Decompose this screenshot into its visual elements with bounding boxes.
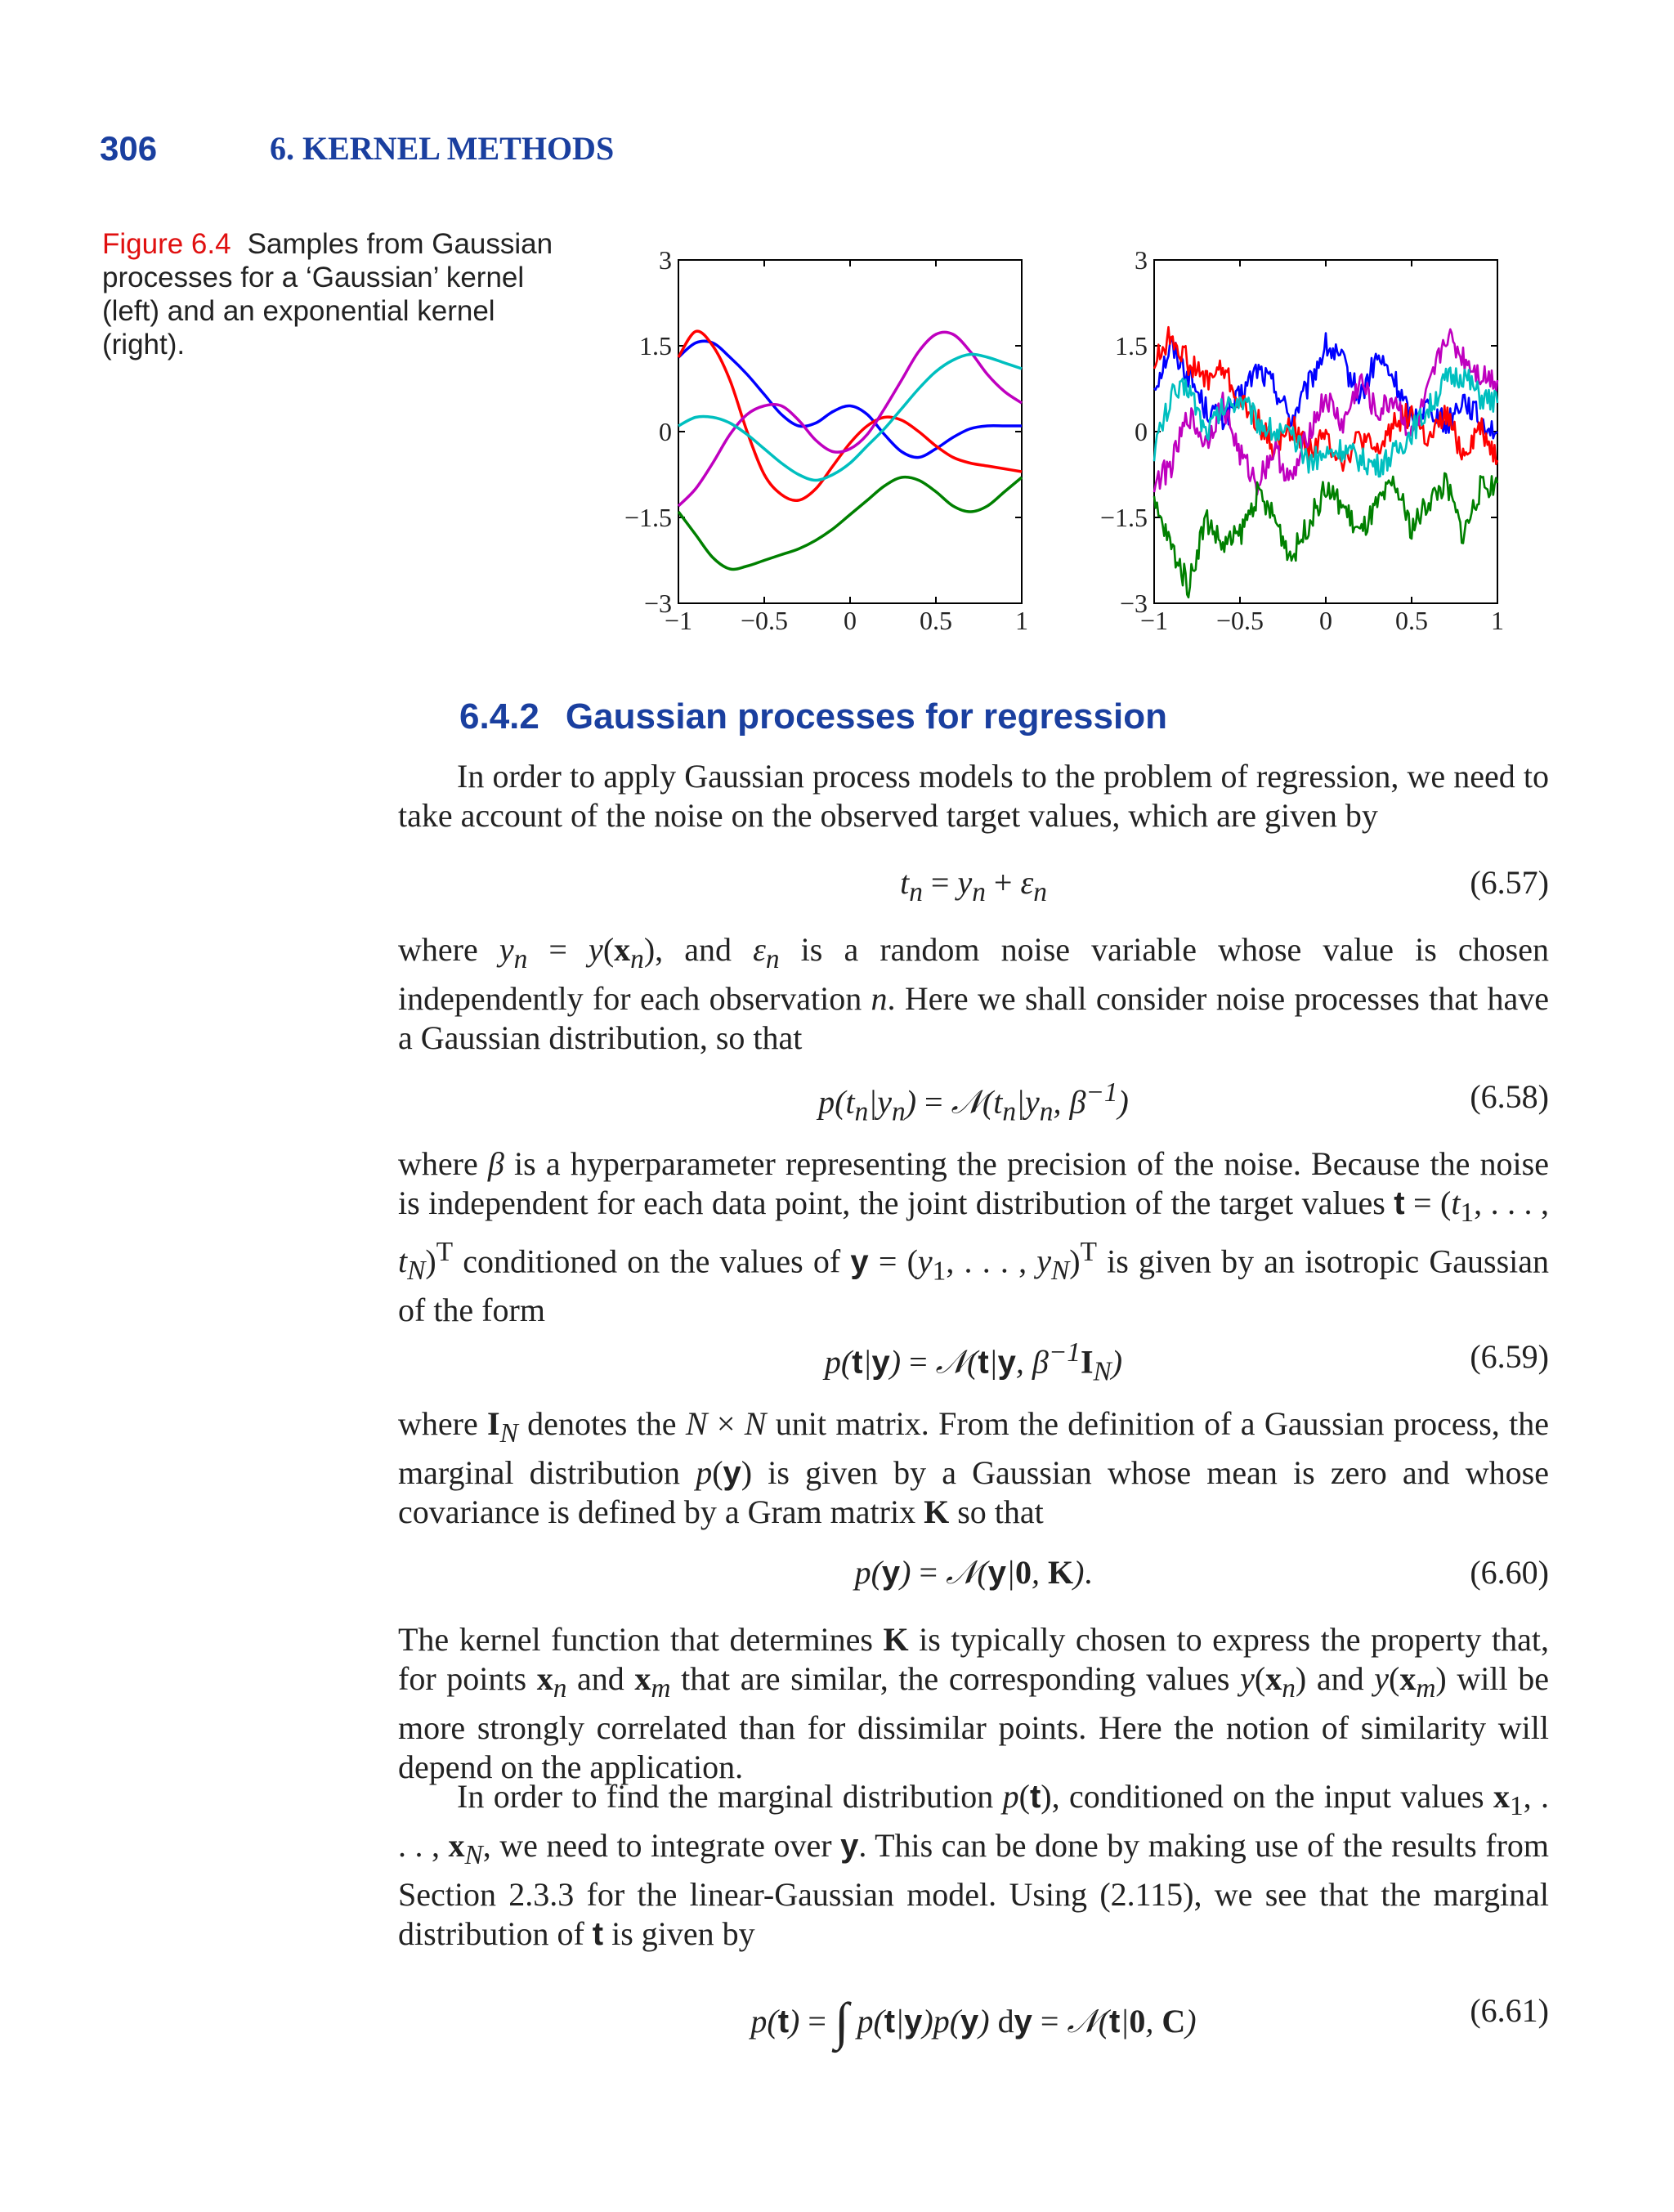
equation-number: (6.59) <box>1470 1338 1549 1375</box>
y-tick-label: 0 <box>659 417 672 446</box>
section-number: 6.4.2 <box>459 696 539 737</box>
figure-caption-text: Samples from Gaussian processes for a ‘Gaussian’ kernel (left) and an exponential kernel (right). <box>102 228 553 360</box>
figure-caption <box>102 227 572 361</box>
equation-6-57: $t_n = y_n + \varepsilon_n$ (6.57) <box>900 864 1549 907</box>
series-line <box>678 354 1022 480</box>
paragraph-1: In order to apply Gaussian process models to the problem of regression, we need to take account of the noise on the observed target values, which are given by <box>398 758 1549 834</box>
exponential-kernel-plot <box>1081 237 1522 662</box>
x-tick-label: 1 <box>1491 606 1504 635</box>
y-tick-label: −3 <box>1119 589 1148 618</box>
y-tick-label: 3 <box>1135 245 1148 275</box>
y-tick-label: 0 <box>1135 417 1148 446</box>
paragraph-6: In order to find the marginal distribution p(t), conditioned on the input values $x_1$, . . . , $x_N$, we need to integrate over y. This can be done by making use of the results from Section 2.3.3 for the linear-Gaussian model. Using (2.115), we see that the marginal distribution of t is given by <box>398 1778 1550 1952</box>
y-tick-label: −1.5 <box>1099 503 1148 532</box>
y-tick-label: 1.5 <box>639 331 672 360</box>
series-line <box>678 341 1022 457</box>
section-title: Gaussian processes for regression <box>565 696 1167 737</box>
plot-frame <box>678 260 1022 603</box>
x-tick-label: 0.5 <box>1395 606 1428 635</box>
x-tick-label: 0.5 <box>920 606 952 635</box>
x-tick-label: −1 <box>1139 606 1169 635</box>
y-tick-label: 3 <box>659 245 672 275</box>
equation-6-60: p(y) = 𝒩(y|0, K). (6.60) <box>854 1554 1549 1591</box>
figure-label: Figure 6.4 <box>102 228 231 260</box>
y-tick-label: −1.5 <box>624 503 672 532</box>
paragraph-2: where $y_n = y(x_n)$, and $\varepsilon_n$ is a random noise variable whose value is chosen independently for each observation n. Here we shall consider noise processes that have a Gaussian distribution, so that <box>398 931 1549 1056</box>
x-tick-label: 0 <box>844 606 857 635</box>
y-tick-label: −3 <box>643 589 672 618</box>
y-tick-label: 1.5 <box>1115 331 1148 360</box>
x-tick-label: −1 <box>664 606 693 635</box>
equation-6-59: p(t|y) = 𝒩(t|y, $\beta^{-1}I_N$) (6.59) <box>824 1337 1549 1387</box>
x-tick-label: 0 <box>1319 606 1332 635</box>
equation-number: (6.60) <box>1470 1554 1549 1591</box>
gaussian-kernel-plot <box>605 237 1046 662</box>
paragraph-3: where β is a hyperparameter representing the precision of the noise. Because the noise is independent for each data point, the joint distribution of the target values $t = (t_1$, . . . , $t_N)^T$ conditioned on the values of $y = (y_1$, . . . , $y_N)^T$ is given by an isotropic Gaussian of the form <box>398 1145 1550 1329</box>
equation-6-58: $p(t_n|y_n)$ = $𝒩(t_n|y_n$, $\beta^{-1}$) (6.58) <box>818 1077 1549 1127</box>
page-number: 306 <box>100 129 158 168</box>
chapter-title: 6. KERNEL METHODS <box>270 130 615 167</box>
equation-number: (6.57) <box>1470 864 1549 901</box>
x-tick-label: 1 <box>1015 606 1028 635</box>
paragraph-4: where $I_N$ denotes the N × N unit matrix. From the definition of a Gaussian process, the marginal distribution p(y) is given by a Gaussian whose mean is zero and whose covariance is defined by a Gram matrix K so that <box>398 1405 1549 1530</box>
section-heading <box>459 696 1167 737</box>
equation-number: (6.58) <box>1470 1078 1549 1115</box>
x-tick-label: −0.5 <box>1215 606 1264 635</box>
equation-number: (6.61) <box>1470 1992 1549 2029</box>
equation-6-61: p(t) = ∫ p(t|y)p(y) dy = 𝒩(t|0, C) (6.61) <box>750 1992 1549 2050</box>
x-tick-label: −0.5 <box>740 606 789 635</box>
series-line <box>678 477 1022 570</box>
paragraph-5: The kernel function that determines K is typically chosen to express the property that, for points $x_n$ and $x_m$ that are similar, the corresponding values $y(x_n)$ and $y(x_m)$ will be more strongly correlated than for dissimilar points. Here the notion of similarity will depend on the application. <box>398 1621 1549 1785</box>
series-line <box>1154 473 1497 598</box>
